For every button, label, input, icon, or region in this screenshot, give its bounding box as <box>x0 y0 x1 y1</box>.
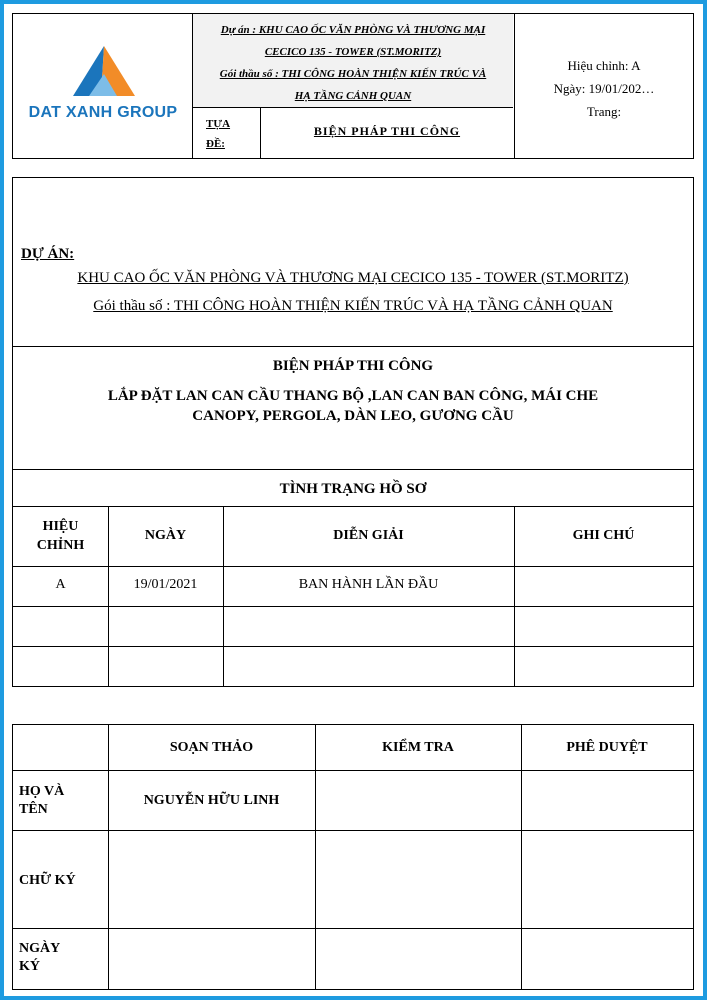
header-project-cell <box>193 14 515 158</box>
col-date-header: NGÀY <box>144 528 187 543</box>
date-text: Ngày: 19/01/202… <box>553 81 655 96</box>
row1-desc: BAN HÀNH LẦN ĐẦU <box>298 577 439 592</box>
col-desc-header: DIỄN GIẢI <box>333 528 404 543</box>
title-label-line1: TỰA <box>206 118 231 130</box>
col-revision-header-line1: HIỆU <box>42 519 79 534</box>
signoff-table <box>12 724 694 990</box>
project-block <box>12 177 694 687</box>
method-title: BIỆN PHÁP THI CÔNG <box>272 358 434 374</box>
drafter-name: NGUYỄN HỮU LINH <box>143 793 280 808</box>
row-name-label <box>19 783 64 819</box>
title-label <box>193 108 261 158</box>
method-line2: CANOPY, PERGOLA, DÀN LEO, GƯƠNG CẦU <box>192 408 514 424</box>
row-name-label-line2: TÊN <box>19 802 48 817</box>
col-revision-header-line2: CHỈNH <box>36 538 85 553</box>
document-header <box>12 13 694 159</box>
revision-text: Hiệu chỉnh: A <box>567 58 641 73</box>
project-package: Gói thầu số : THI CÔNG HOÀN THIỆN KIẾN TRÚC VÀ HẠ TẦNG CẢNH QUAN <box>93 298 613 314</box>
logo-cell <box>13 14 193 158</box>
row-name-label-line1: HỌ VÀ <box>19 784 65 799</box>
project-name: KHU CAO ỐC VĂN PHÒNG VÀ THƯƠNG MẠI CECICO 135 - TOWER (ST.MORITZ) <box>77 270 629 286</box>
row-sign-label: CHỮ KÝ <box>19 873 76 888</box>
method-line1: LẮP ĐẶT LAN CAN CẦU THANG BỘ ,LAN CAN BAN CÔNG, MÁI CHE <box>107 388 599 404</box>
col-draft-header: SOẠN THẢO <box>169 740 254 755</box>
logo-text: DAT XANH GROUP <box>28 104 178 121</box>
project-label: DỰ ÁN: <box>21 246 75 262</box>
page-text: Trang: <box>586 104 622 119</box>
header-project-line2: CECICO 135 - TOWER (ST.MORITZ) <box>264 46 442 58</box>
row-date-label <box>19 940 60 976</box>
col-check-header: KIỂM TRA <box>382 740 454 755</box>
header-project-line1: Dự án : KHU CAO ỐC VĂN PHÒNG VÀ THƯƠNG MẠI <box>220 24 486 36</box>
title-label-line2: ĐỀ: <box>206 138 225 150</box>
col-note-header: GHI CHÚ <box>572 528 635 543</box>
company-logo-icon <box>71 44 137 98</box>
header-package-line1: Gói thầu số : THI CÔNG HOÀN THIỆN KIẾN TRÚC VÀ <box>219 68 487 80</box>
header-package-line2: HẠ TẦNG CẢNH QUAN <box>294 90 412 102</box>
col-revision-header <box>13 517 108 555</box>
status-title: TÌNH TRẠNG HỒ SƠ <box>279 481 427 497</box>
row-date-label-line1: NGÀY <box>19 941 61 956</box>
row1-revision: A <box>55 577 66 592</box>
col-approve-header: PHÊ DUYỆT <box>566 740 648 755</box>
row-date-label-line2: KÝ <box>19 959 40 974</box>
row1-date: 19/01/2021 <box>133 577 198 592</box>
header-meta-cell <box>515 14 693 158</box>
title-value: BIỆN PHÁP THI CÔNG <box>313 124 461 138</box>
